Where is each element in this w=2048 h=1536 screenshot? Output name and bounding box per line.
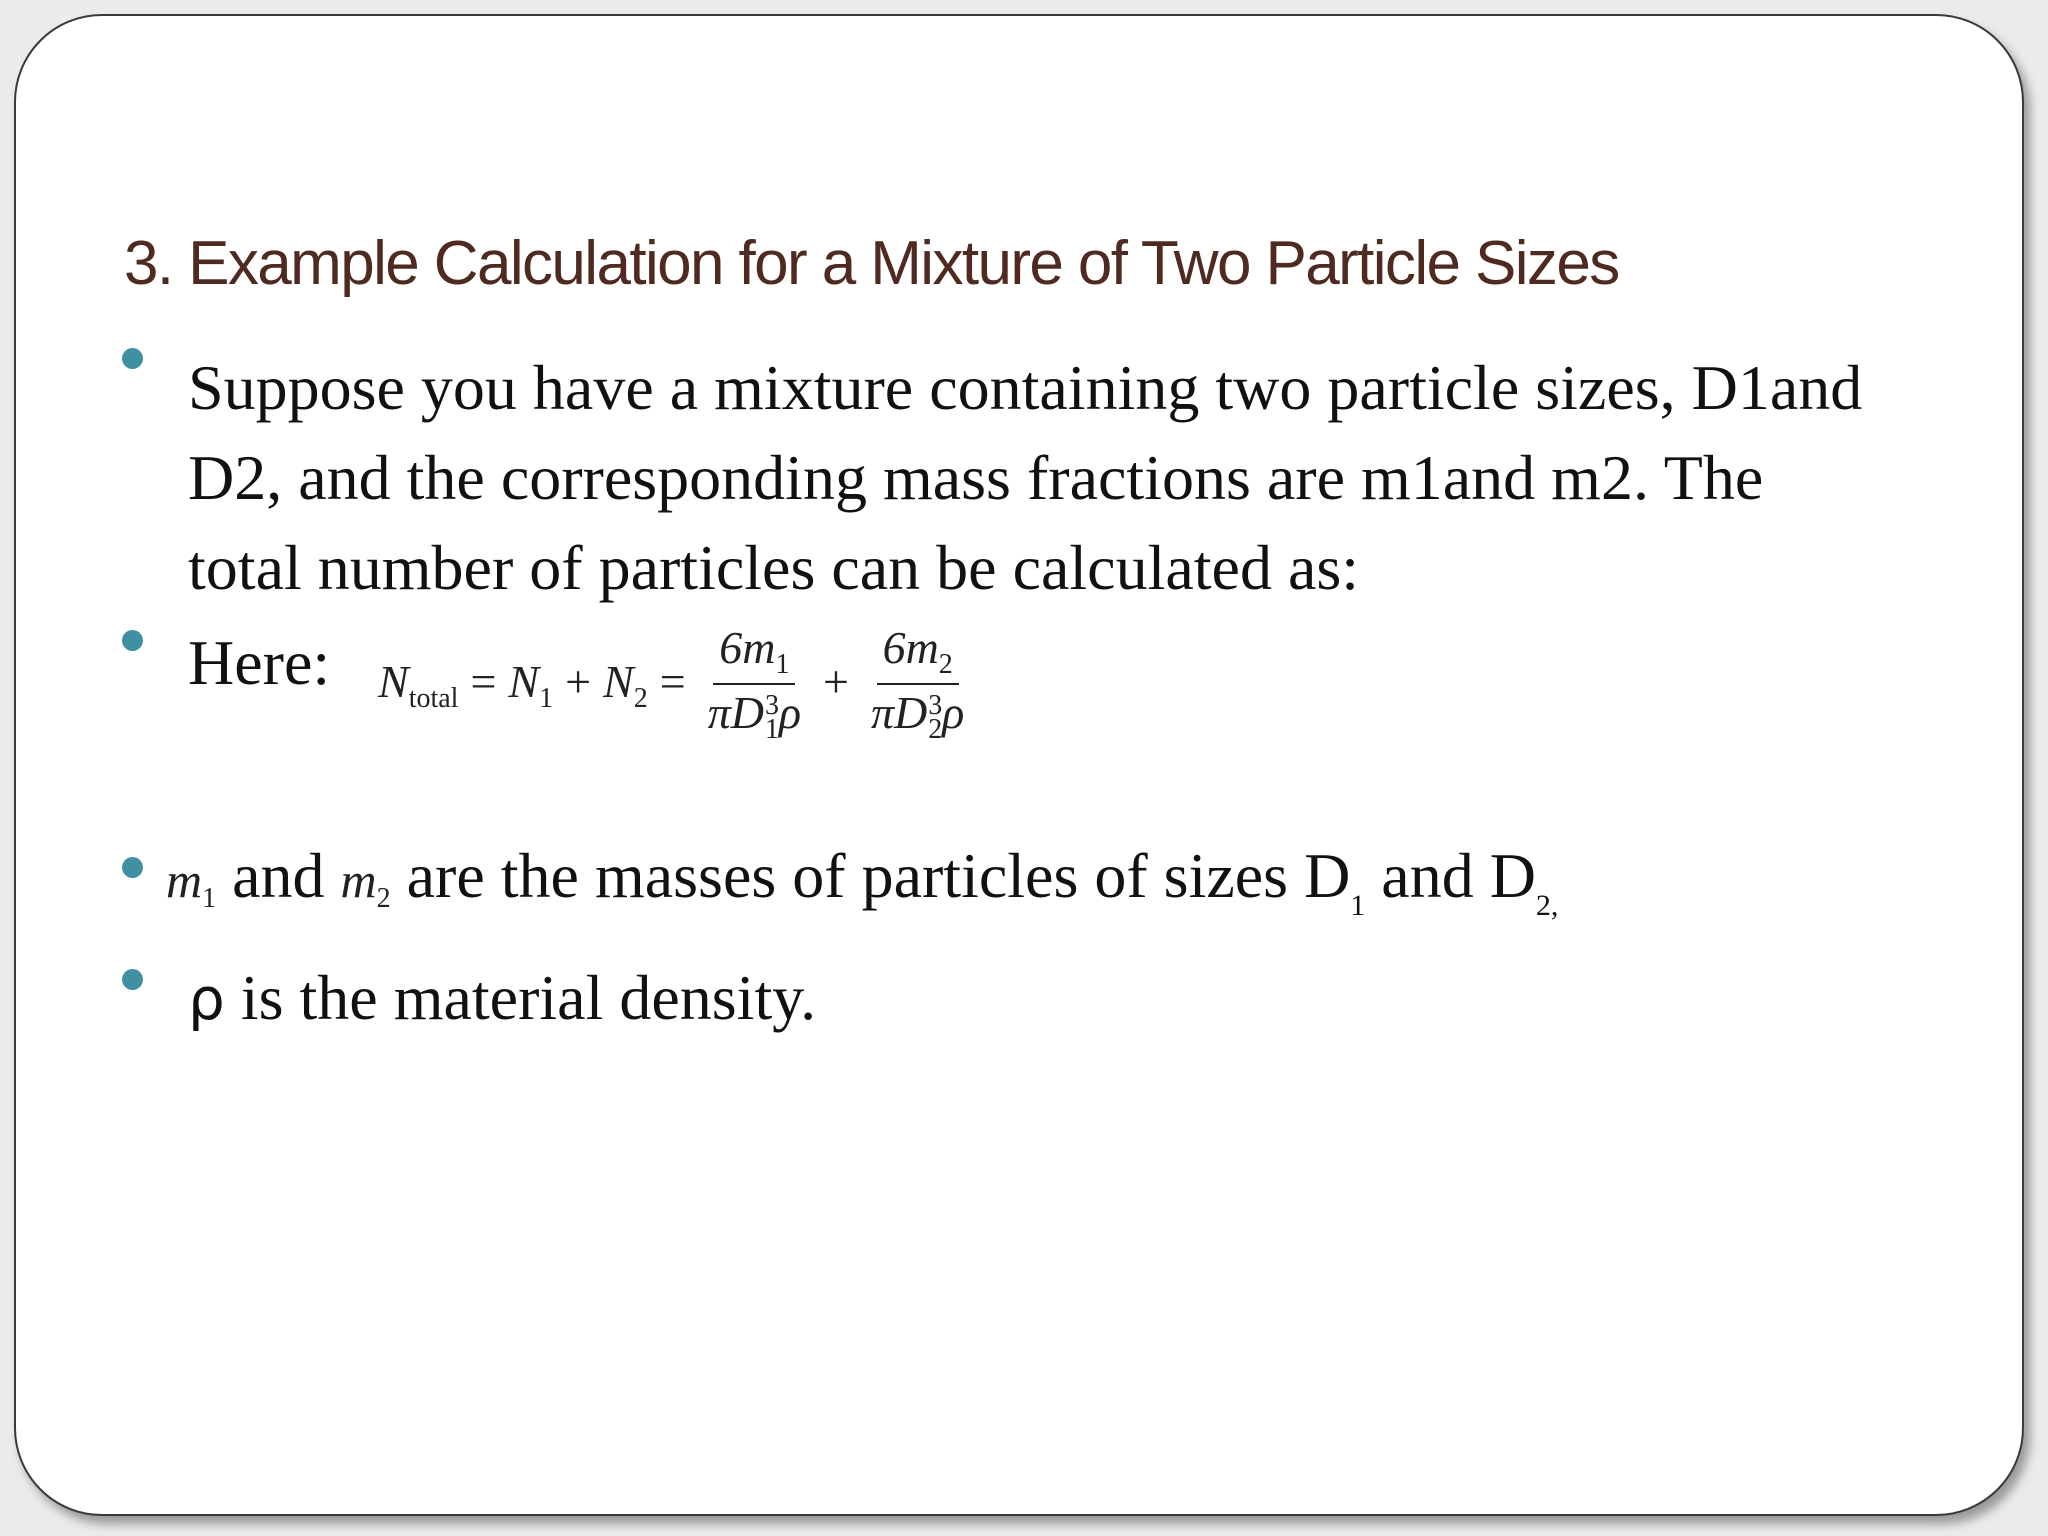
bullet-1-line-1: Suppose you have a mixture containing two particle sizes, D1and	[188, 352, 1863, 423]
formula-equals-2: =	[659, 655, 686, 707]
bullet-2-label: Here:	[188, 627, 331, 698]
formula-n1-sub: 1	[539, 682, 554, 714]
formula-plus-1: +	[565, 655, 592, 707]
bullet-1-line-3: total number of particles can be calculated as:	[188, 532, 1360, 603]
formula-n2: $N_2$	[603, 655, 648, 714]
bullet-paragraph-3	[166, 831, 1558, 934]
fraction-1-denominator: πD 3 1 ρ	[707, 687, 802, 745]
formula-plus-2: +	[823, 655, 849, 707]
formula-fraction-2	[865, 620, 970, 745]
bullet-paragraph-4	[188, 953, 816, 1044]
bullet-3-d1-sub: 1	[1350, 889, 1366, 922]
bullet-dot-3	[122, 857, 143, 878]
slide	[14, 14, 2024, 1516]
bullet-paragraph-1	[188, 343, 1862, 613]
formula-n-total: $N_{total}$	[378, 655, 459, 714]
bullet-3-m1: $m_1$	[166, 852, 217, 914]
bullet-1-line-2: D2, and the corresponding mass fractions are m1and m2. The	[188, 442, 1764, 513]
bullet-dot-2	[122, 630, 143, 651]
formula-n1: $N_1$	[508, 655, 554, 714]
fraction-2-denominator: πD 3 2 ρ	[871, 687, 965, 745]
formula-equals-1: =	[470, 655, 497, 707]
slide-title: 3. Example Calculation for a Mixture of Two Particle Sizes	[124, 229, 1619, 298]
bullet-4-text: is the material density.	[240, 962, 817, 1033]
bullet-3-d2-sub: 2,	[1535, 889, 1559, 922]
bullet-3-m2: $m_2$	[340, 852, 391, 914]
fraction-2-numerator: $6m_2$	[877, 620, 959, 685]
formula-n2-sub: 2	[633, 682, 648, 714]
rho-symbol: ρ	[188, 965, 225, 1033]
bullet-3-and: and	[232, 840, 325, 911]
formula-total-particles	[378, 616, 974, 746]
bullet-3-and-d: and D	[1381, 840, 1536, 911]
bullet-dot-4	[122, 969, 143, 990]
fraction-1-numerator: $6m_1$	[713, 620, 795, 685]
bullet-3-text: are the masses of particles of sizes D	[406, 840, 1351, 911]
formula-fraction-1	[702, 620, 807, 745]
formula-n-total-sub: total	[408, 682, 459, 714]
bullet-dot-1	[122, 348, 143, 369]
